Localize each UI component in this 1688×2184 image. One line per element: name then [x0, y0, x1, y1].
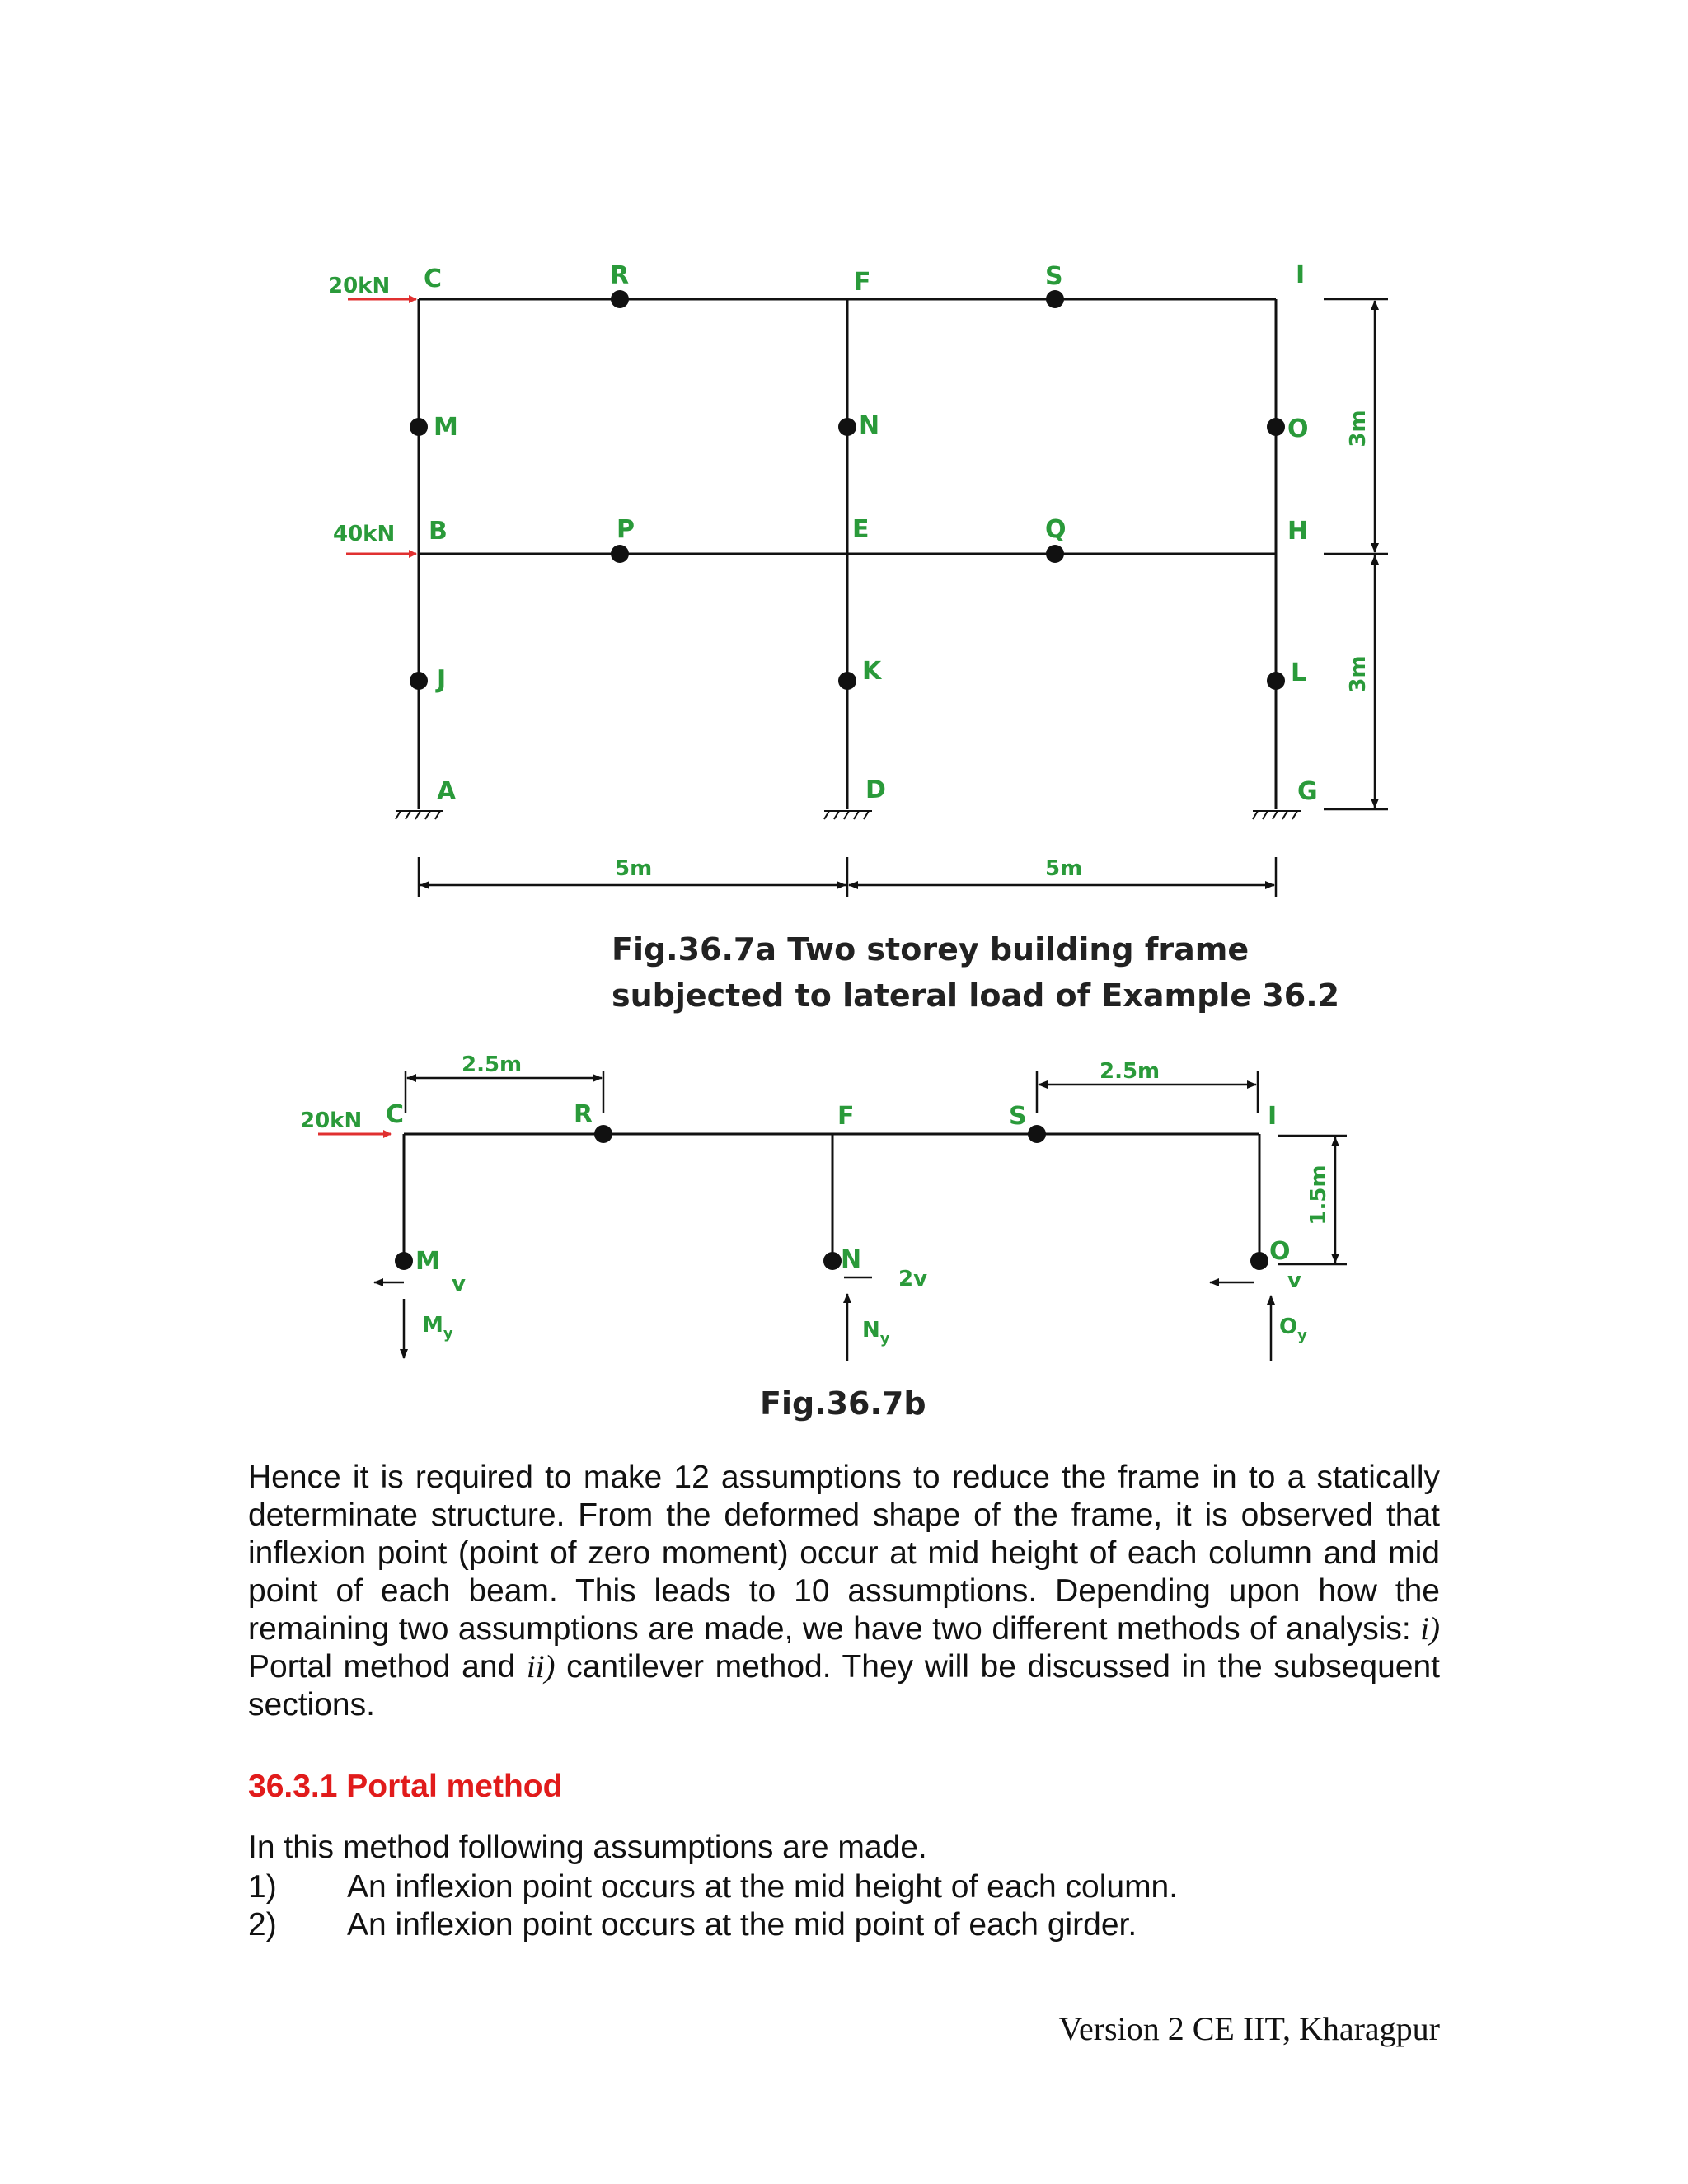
node-label-f: F: [837, 1102, 855, 1131]
axial-label-m: $M_y$: [422, 1313, 453, 1343]
fig-a-caption-line-1: Fig.36.7a Two storey building frame: [612, 931, 1250, 968]
hinge-m: [410, 418, 428, 436]
node-label-n: N: [859, 411, 880, 440]
node-label-s: S: [1009, 1102, 1027, 1131]
node-label-l: L: [1291, 658, 1307, 687]
node-label-f: F: [854, 268, 871, 297]
shear-label-m: v: [452, 1272, 466, 1296]
hinge-j: [410, 672, 428, 690]
list-item-text: An inflexion point occurs at the mid point of each girder.: [347, 1907, 1137, 1943]
shear-label-n: 2v: [898, 1267, 928, 1291]
fig-36-7b: [300, 1052, 1347, 1422]
hinge-r: [594, 1125, 612, 1143]
axial-label-o: $O_y$: [1279, 1315, 1307, 1344]
fixed-support-d: [824, 811, 872, 819]
node-label-n: N: [841, 1245, 862, 1274]
list-item-number: 2): [248, 1907, 277, 1943]
dim-span-left: 5m: [615, 856, 653, 881]
node-label-b: B: [429, 517, 448, 546]
hinge-o: [1250, 1252, 1268, 1270]
list-item-number: 1): [248, 1869, 277, 1905]
node-label-i: I: [1268, 1102, 1278, 1131]
load-label-40kn: 40kN: [333, 522, 396, 546]
dim-storey-top: 3m: [1346, 410, 1371, 448]
node-label-r: R: [574, 1100, 593, 1129]
node-label-h: H: [1287, 517, 1309, 546]
hinge-s: [1028, 1125, 1046, 1143]
hinge-m: [395, 1252, 413, 1270]
node-label-o: O: [1269, 1237, 1291, 1266]
hinge-r: [611, 290, 629, 308]
node-label-r: R: [610, 261, 630, 290]
hinge-l: [1267, 672, 1285, 690]
section-heading: 36.3.1 Portal method: [248, 1769, 563, 1804]
node-label-i: I: [1296, 260, 1306, 289]
horizontal-dimension: [419, 857, 1276, 897]
list-item: [248, 1869, 1178, 1905]
hinge-p: [611, 545, 629, 563]
node-label-p: P: [617, 515, 635, 544]
roman-ii: ii): [526, 1649, 556, 1685]
hinge-o: [1267, 418, 1285, 436]
fixed-support-g: [1253, 811, 1301, 819]
dim-half-storey: 1.5m: [1306, 1165, 1331, 1226]
para-text-2: Portal method and: [248, 1649, 527, 1685]
node-label-a: A: [437, 777, 457, 806]
node-label-e: E: [852, 515, 870, 544]
shear-label-o: v: [1287, 1268, 1301, 1293]
node-label-q: Q: [1045, 515, 1067, 544]
body-paragraph: [248, 1459, 1440, 1724]
fixed-support-a: [396, 811, 443, 819]
load-label-20kn: 20kN: [328, 274, 391, 298]
node-label-g: G: [1297, 777, 1318, 806]
hinge-s: [1046, 290, 1064, 308]
dim-left-half-span: 2.5m: [462, 1052, 523, 1077]
node-label-j: J: [437, 665, 447, 694]
node-label-k: K: [862, 657, 882, 686]
list-item: [248, 1907, 1137, 1943]
dim-span-right: 5m: [1045, 856, 1083, 881]
node-label-m: M: [415, 1247, 440, 1276]
fig-b-caption: Fig.36.7b: [760, 1385, 926, 1422]
axial-label-n: $N_y$: [862, 1318, 890, 1347]
dim-right-half-span: 2.5m: [1100, 1059, 1160, 1084]
hinge-n: [838, 418, 856, 436]
node-label-s: S: [1045, 262, 1063, 291]
intro-line: In this method following assumptions are made.: [248, 1830, 927, 1865]
para-text-1: Hence it is required to make 12 assumptions to reduce the frame in to a statically determinate structure. From the deformed shape of the frame, it is observed that inflexion point (point of zero moment) occur at mid height of each column and mid point of each beam. This leads to 10 assumptions. Depending upon how the remaining two assumptions are made, we have two different methods of analysis:: [248, 1460, 1440, 1647]
load-label-20kn: 20kN: [300, 1108, 363, 1133]
list-item-text: An inflexion point occurs at the mid height of each column.: [347, 1869, 1179, 1905]
node-label-d: D: [865, 776, 886, 804]
node-label-c: C: [424, 265, 443, 293]
fig-a-caption-line-2: subjected to lateral load of Example 36.2: [612, 977, 1340, 1014]
hinge-q: [1046, 545, 1064, 563]
page-footer: Version 2 CE IIT, Kharagpur: [1058, 2010, 1440, 2047]
para-text-3: cantilever method. They will be discussed in the subsequent sections.: [248, 1649, 1441, 1722]
node-label-c: C: [386, 1100, 405, 1129]
fig-36-7a: [328, 260, 1388, 1014]
dim-storey-bottom: 3m: [1346, 655, 1371, 693]
vertical-dimension: [1324, 299, 1388, 809]
hinge-n: [823, 1252, 842, 1270]
node-label-m: M: [434, 413, 458, 442]
roman-i: i): [1420, 1611, 1440, 1647]
node-label-o: O: [1287, 415, 1309, 443]
hinge-k: [838, 672, 856, 690]
